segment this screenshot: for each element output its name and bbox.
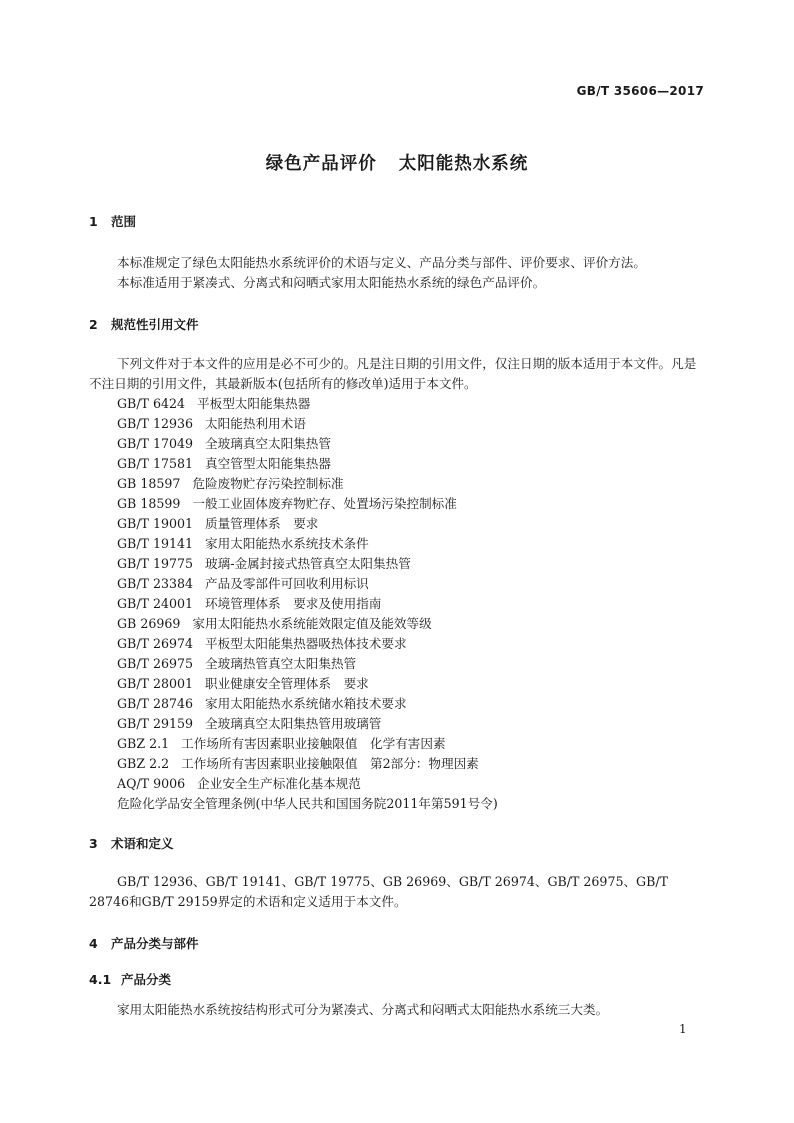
reference-item xyxy=(117,554,498,574)
reference-title: 全玻璃热管真空太阳集热管 xyxy=(205,656,357,671)
section-4-1-paragraph: 家用太阳能热水系统按结构形式可分为紧凑式、分离式和闷晒式太阳能热水系统三大类。 xyxy=(117,1002,609,1017)
reference-item xyxy=(117,714,498,734)
reference-title: 一般工业固体废弃物贮存、处置场污染控制标准 xyxy=(192,496,457,511)
reference-code: AQ/T 9006 xyxy=(117,776,186,791)
reference-code: GB/T 24001 xyxy=(117,596,194,611)
reference-item xyxy=(117,594,498,614)
reference-title: 环境管理体系 要求及使用指南 xyxy=(205,596,382,611)
reference-title: 真空管型太阳能集热器 xyxy=(205,456,331,471)
reference-item xyxy=(117,674,498,694)
reference-title: 平板型太阳能集热器 xyxy=(197,396,311,411)
reference-item xyxy=(117,514,498,534)
reference-title: 危险废物贮存污染控制标准 xyxy=(192,476,344,491)
section-number: 3 xyxy=(89,836,98,851)
reference-title: 危险化学品安全管理条例(中华人民共和国国务院2011年第591号令) xyxy=(117,796,498,811)
section-4-heading xyxy=(89,934,199,952)
reference-title: 太阳能热利用术语 xyxy=(205,416,306,431)
section-3-paragraph: GB/T 12936、GB/T 19141、GB/T 19775、GB 26969、GB/T 26974、GB/T 26975、GB/T 28746和GB/T 29159界定的术语和定义适用于本文件。 xyxy=(89,874,669,909)
reference-item xyxy=(117,574,498,594)
reference-item xyxy=(117,634,498,654)
reference-code: GB 18599 xyxy=(117,496,181,511)
reference-item xyxy=(117,434,498,454)
section-title: 术语和定义 xyxy=(111,836,174,851)
section-4-1-heading xyxy=(89,970,171,988)
reference-title: 工作场所有害因素职业接触限值 化学有害因素 xyxy=(181,736,446,751)
section-2-intro: 下列文件对于本文件的应用是必不可少的。凡是注日期的引用文件，仅注日期的版本适用于本文件。凡是不注日期的引用文件，其最新版本(包括所有的修改单)适用于本文件。 xyxy=(89,356,697,391)
reference-code: GB/T 28001 xyxy=(117,676,194,691)
reference-title: 质量管理体系 要求 xyxy=(205,516,319,531)
reference-code: GB/T 26974 xyxy=(117,636,194,651)
reference-code: GB/T 17049 xyxy=(117,436,194,451)
section-1-paragraph-1: 本标准规定了绿色太阳能热水系统评价的术语与定义、产品分类与部件、评价要求、评价方法。 xyxy=(117,255,646,270)
reference-title: 工作场所有害因素职业接触限值 第2部分：物理因素 xyxy=(181,756,479,771)
reference-code: GB/T 6424 xyxy=(117,396,186,411)
page-title xyxy=(0,150,794,175)
reference-item xyxy=(117,414,498,434)
section-title: 产品分类与部件 xyxy=(111,936,199,951)
reference-code: GBZ 2.2 xyxy=(117,756,170,771)
reference-title: 企业安全生产标准化基本规范 xyxy=(197,776,361,791)
reference-item xyxy=(117,794,498,814)
section-title: 规范性引用文件 xyxy=(111,317,199,332)
subsection-number: 4.1 xyxy=(89,972,112,987)
reference-item xyxy=(117,754,498,774)
reference-title: 玻璃-金属封接式热管真空太阳集热管 xyxy=(205,556,411,571)
section-title: 范围 xyxy=(111,214,137,229)
reference-item xyxy=(117,494,498,514)
section-2-heading xyxy=(89,315,199,333)
reference-code: GB 18597 xyxy=(117,476,181,491)
reference-item xyxy=(117,694,498,714)
title-part2: 太阳能热水系统 xyxy=(398,154,529,174)
reference-code: GB/T 12936 xyxy=(117,416,194,431)
reference-item xyxy=(117,654,498,674)
reference-title: 家用太阳能热水系统储水箱技术要求 xyxy=(205,696,407,711)
section-number: 2 xyxy=(89,317,98,332)
subsection-title: 产品分类 xyxy=(121,972,172,987)
section-number: 4 xyxy=(89,936,98,951)
reference-code: GB/T 19775 xyxy=(117,556,194,571)
section-1-heading xyxy=(89,212,136,230)
reference-code: GB/T 26975 xyxy=(117,656,194,671)
reference-title: 家用太阳能热水系统技术条件 xyxy=(205,536,369,551)
section-number: 1 xyxy=(89,214,98,229)
reference-code: GBZ 2.1 xyxy=(117,736,170,751)
reference-item xyxy=(117,734,498,754)
reference-code: GB/T 23384 xyxy=(117,576,194,591)
reference-item xyxy=(117,474,498,494)
reference-code: GB/T 19141 xyxy=(117,536,194,551)
section-3-heading xyxy=(89,834,174,852)
title-part1: 绿色产品评价 xyxy=(265,154,377,174)
reference-title: 职业健康安全管理体系 要求 xyxy=(205,676,369,691)
reference-list xyxy=(117,394,498,814)
reference-code: GB 26969 xyxy=(117,616,181,631)
reference-title: 全玻璃真空太阳集热管用玻璃管 xyxy=(205,716,382,731)
section-1-paragraph-2: 本标准适用于紧凑式、分离式和闷晒式家用太阳能热水系统的绿色产品评价。 xyxy=(117,275,546,290)
reference-item xyxy=(117,614,498,634)
reference-code: GB/T 17581 xyxy=(117,456,194,471)
reference-title: 家用太阳能热水系统能效限定值及能效等级 xyxy=(192,616,432,631)
reference-item xyxy=(117,534,498,554)
reference-item xyxy=(117,774,498,794)
reference-item xyxy=(117,394,498,414)
page-number: 1 xyxy=(679,1022,687,1036)
reference-code: GB/T 19001 xyxy=(117,516,194,531)
standard-number: GB/T 35606—2017 xyxy=(576,84,704,98)
reference-code: GB/T 29159 xyxy=(117,716,194,731)
reference-title: 产品及零部件可回收利用标识 xyxy=(205,576,369,591)
reference-item xyxy=(117,454,498,474)
reference-code: GB/T 28746 xyxy=(117,696,194,711)
reference-title: 平板型太阳能集热器吸热体技术要求 xyxy=(205,636,407,651)
reference-title: 全玻璃真空太阳集热管 xyxy=(205,436,331,451)
